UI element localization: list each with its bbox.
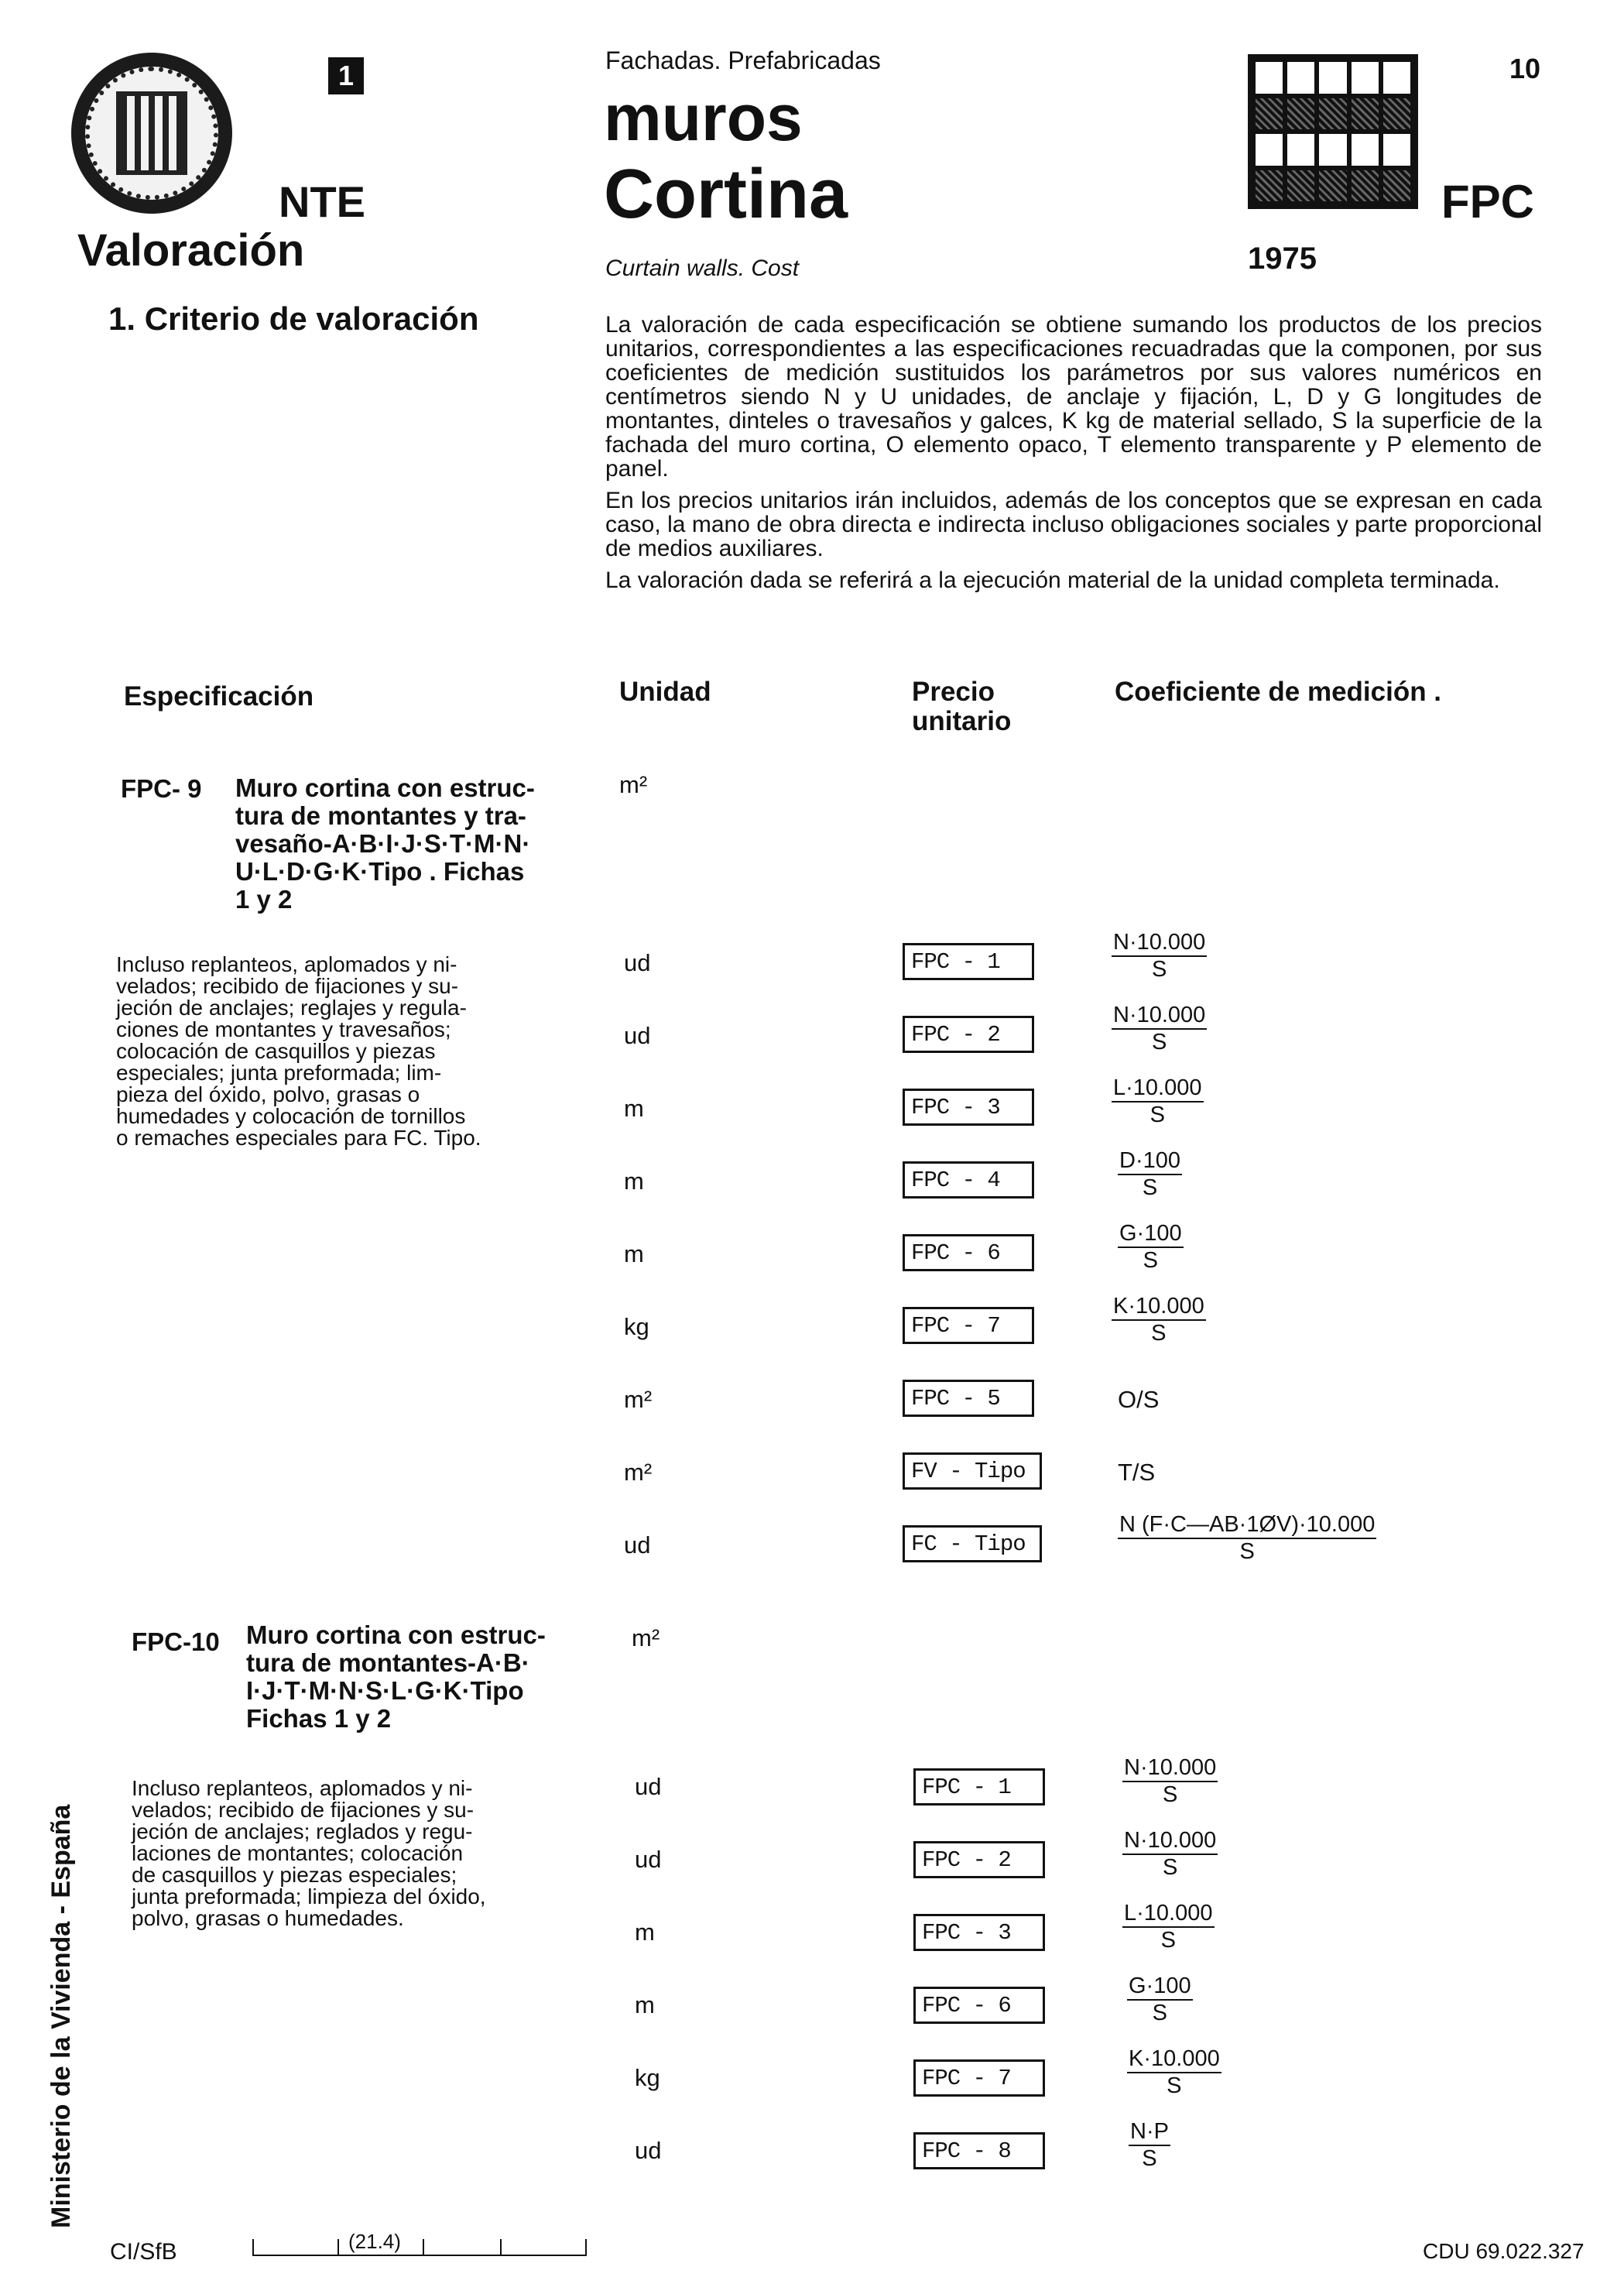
coef-fraction [1122, 1754, 1218, 1807]
coef-denominator: S [1142, 1175, 1158, 1200]
coef-numerator: G·100 [1118, 1220, 1184, 1248]
spec-title [246, 1621, 546, 1733]
coef-denominator: S [1149, 1102, 1165, 1127]
coef-fraction [1129, 2118, 1170, 2171]
price-item-box: FPC - 2 [913, 1841, 1045, 1878]
row-unit: m² [624, 1459, 653, 1486]
includes-line: ciones de montantes y travesaños; [116, 1017, 451, 1041]
page-number: 10 [1509, 53, 1541, 84]
coef-fraction [1112, 1293, 1206, 1346]
coef-numerator: N·10.000 [1122, 1754, 1218, 1782]
row-unit: kg [624, 1313, 649, 1340]
includes-line: colocación de casquillos y piezas [116, 1039, 436, 1063]
criterio-paragraph: En los precios unitarios irán incluidos, además de los conceptos que se expresan en cada caso, la mano de obra directa e indirecta incluso obligaciones sociales y parte proporcional de medios auxiliares. [605, 488, 1542, 561]
cisfb-code: (21.4) [348, 2230, 401, 2253]
coef-numerator: N·10.000 [1112, 929, 1207, 957]
includes-line: jeción de anclajes; reglados y regu- [132, 1819, 473, 1843]
coef-numerator: L·10.000 [1112, 1075, 1204, 1102]
price-item-box: FPC - 7 [903, 1307, 1034, 1344]
row-unit: ud [624, 949, 651, 976]
criterio-paragraph: La valoración dada se referirá a la ejecución material de la unidad completa terminada. [605, 568, 1500, 593]
header-coef: Coeficiente de medición . [1115, 677, 1442, 707]
includes-line: humedades y colocación de tornillos [116, 1104, 466, 1128]
includes-line: jeción de anclajes; reglajes y regula- [116, 996, 467, 1020]
criterio-heading: 1. Criterio de valoración [108, 300, 479, 337]
criterio-body [605, 313, 1542, 600]
spec-title-line: tura de montantes-A·B· [246, 1648, 530, 1677]
row-unit: ud [624, 1022, 651, 1049]
spec-title-line: I·J·T·M·N·S·L·G·K·Tipo [246, 1676, 524, 1705]
spec-title-line: vesaño-A·B·I·J·S·T·M·N· [235, 829, 531, 858]
includes-line: Incluso replanteos, aplomados y ni- [132, 1776, 473, 1800]
price-item-box: FPC - 1 [913, 1768, 1045, 1805]
row-unit: m [624, 1168, 644, 1195]
row-unit: m [624, 1095, 644, 1122]
coef-denominator: S [1151, 1030, 1167, 1054]
coef-numerator: N·P [1129, 2118, 1170, 2146]
coef-fraction [1122, 1900, 1215, 1953]
criterio-paragraph: La valoración de cada especificación se obtiene sumando los productos de los precios unitarios, correspondientes a las especificaciones recuadradas que la componen, por sus coeficientes de medición sustituidos los parámetros por sus valores numéricos en centímetros siendo N y U unidades, de anclaje y fijación, L, D y G longitudes de montantes, dinteles o travesaños y galces, K kg de material sellado, S la superficie de la fachada del muro cortina, O elemento opaco, T elemento transparente y P elemento de panel. [605, 312, 1542, 482]
header-price-1: Precio [912, 677, 995, 707]
includes-line: pieza del óxido, polvo, grasas o [116, 1082, 420, 1106]
coef-denominator: S [1162, 1855, 1178, 1880]
section-number-badge: 1 [328, 57, 364, 94]
row-unit: m² [624, 1386, 653, 1413]
seal-emblem [116, 91, 187, 175]
includes-line: velados; recibido de fijaciones y su- [116, 974, 459, 998]
document-code: FPC [1441, 176, 1534, 228]
coef-fraction [1112, 1075, 1204, 1127]
coef-numerator: K·10.000 [1112, 1293, 1206, 1321]
price-item-box: FPC - 3 [903, 1089, 1034, 1126]
spec-includes [132, 1778, 486, 1929]
row-unit: ud [635, 2137, 662, 2164]
section-title: Valoración [77, 225, 305, 276]
coef-denominator: S [1162, 1782, 1178, 1807]
coef-numerator: N·10.000 [1122, 1827, 1218, 1855]
cisfb-tick [337, 2239, 339, 2256]
year-label: 1975 [1248, 242, 1317, 276]
price-item-box: FPC - 2 [903, 1016, 1034, 1053]
cisfb-tick [252, 2239, 254, 2256]
row-unit: ud [635, 1773, 662, 1800]
coef-fraction [1112, 929, 1207, 982]
row-unit: m [635, 1991, 655, 2018]
row-unit: ud [635, 1846, 662, 1873]
coef-fraction [1127, 2046, 1221, 2098]
coef-denominator: S [1142, 2146, 1157, 2171]
cisfb-label: CI/SfB [110, 2239, 177, 2265]
row-unit: m [635, 1919, 655, 1946]
coef-numerator: G·100 [1127, 1973, 1193, 2001]
price-item-box: FPC - 3 [913, 1914, 1045, 1951]
coef-fraction [1112, 1002, 1207, 1054]
includes-line: de casquillos y piezas especiales; [132, 1863, 457, 1887]
coef-denominator: S [1167, 2073, 1182, 2098]
spec-code: FPC- 9 [121, 774, 202, 803]
ministry-sidebar-text: Ministerio de la Vivienda - España [46, 1804, 76, 2228]
coef-numerator: N·10.000 [1112, 1002, 1207, 1030]
cisfb-tick [500, 2239, 502, 2256]
price-item-box: FPC - 8 [913, 2132, 1045, 2169]
coef-denominator: S [1143, 1248, 1158, 1273]
includes-line: polvo, grasas o humedades. [132, 1906, 404, 1930]
price-item-box: FPC - 5 [903, 1380, 1034, 1417]
includes-line: junta preformada; limpieza del óxido, [132, 1884, 486, 1908]
spec-includes [116, 954, 481, 1149]
cdu-label: CDU 69.022.327 [1423, 2239, 1585, 2263]
spec-title-line: Fichas 1 y 2 [246, 1704, 392, 1733]
coef-numerator: D·100 [1118, 1147, 1182, 1175]
cisfb-tick [585, 2239, 587, 2256]
coef-denominator: S [1151, 957, 1167, 982]
includes-line: Incluso replanteos, aplomados y ni- [116, 952, 457, 976]
price-item-box: FPC - 6 [913, 1987, 1045, 2024]
coef-plain: T/S [1118, 1459, 1156, 1486]
spec-title-line: U·L·D·G·K·Tipo . Fichas [235, 857, 525, 886]
title-line-2: Cortina [604, 156, 848, 233]
nte-label: NTE [279, 177, 365, 226]
includes-line: velados; recibido de fijaciones y su- [132, 1798, 475, 1822]
coef-fraction [1118, 1220, 1184, 1273]
cisfb-scale-line [252, 2255, 585, 2256]
row-unit: kg [635, 2064, 660, 2091]
price-item-box: FC - Tipo [903, 1525, 1042, 1562]
header-price-2: unitario [912, 706, 1012, 736]
coef-denominator: S [1152, 2001, 1167, 2025]
coef-fraction [1118, 1147, 1182, 1200]
coef-numerator: N (F·C—AB·1ØV)·10.000 [1118, 1511, 1376, 1539]
price-item-box: FPC - 6 [903, 1234, 1034, 1271]
english-title: Curtain walls. Cost [605, 255, 800, 281]
includes-line: especiales; junta preformada; lim- [116, 1061, 442, 1085]
title-line-1: muros [604, 81, 803, 154]
coef-plain: O/S [1118, 1386, 1160, 1413]
price-item-box: FPC - 1 [903, 943, 1034, 980]
curtain-wall-grid-icon [1248, 54, 1418, 209]
spec-unit: m² [632, 1624, 660, 1651]
spec-title-line: Muro cortina con estruc- [235, 773, 535, 802]
coef-denominator: S [1151, 1321, 1167, 1346]
header-spec: Especificación [124, 681, 314, 712]
spec-code: FPC-10 [132, 1627, 220, 1656]
header-unit: Unidad [619, 677, 711, 707]
price-item-box: FPC - 7 [913, 2059, 1045, 2097]
cisfb-tick [423, 2239, 424, 2256]
coef-numerator: L·10.000 [1122, 1900, 1215, 1928]
includes-line: laciones de montantes; colocación [132, 1841, 464, 1865]
price-item-box: FV - Tipo [903, 1452, 1042, 1490]
spec-title [235, 774, 535, 914]
price-item-box: FPC - 4 [903, 1161, 1034, 1199]
row-unit: m [624, 1240, 644, 1267]
spec-unit: m² [619, 771, 648, 798]
coef-denominator: S [1239, 1539, 1255, 1564]
coef-numerator: K·10.000 [1127, 2046, 1221, 2073]
spec-title-line: tura de montantes y tra- [235, 801, 526, 830]
coef-fraction [1127, 1973, 1193, 2025]
category-label: Fachadas. Prefabricadas [605, 46, 881, 74]
spec-title-line: Muro cortina con estruc- [246, 1620, 546, 1649]
coef-fraction [1122, 1827, 1218, 1880]
row-unit: ud [624, 1531, 651, 1559]
spec-title-line: 1 y 2 [235, 885, 293, 914]
includes-line: o remaches especiales para FC. Tipo. [116, 1126, 481, 1150]
coef-denominator: S [1160, 1928, 1176, 1953]
coef-fraction [1118, 1511, 1376, 1564]
